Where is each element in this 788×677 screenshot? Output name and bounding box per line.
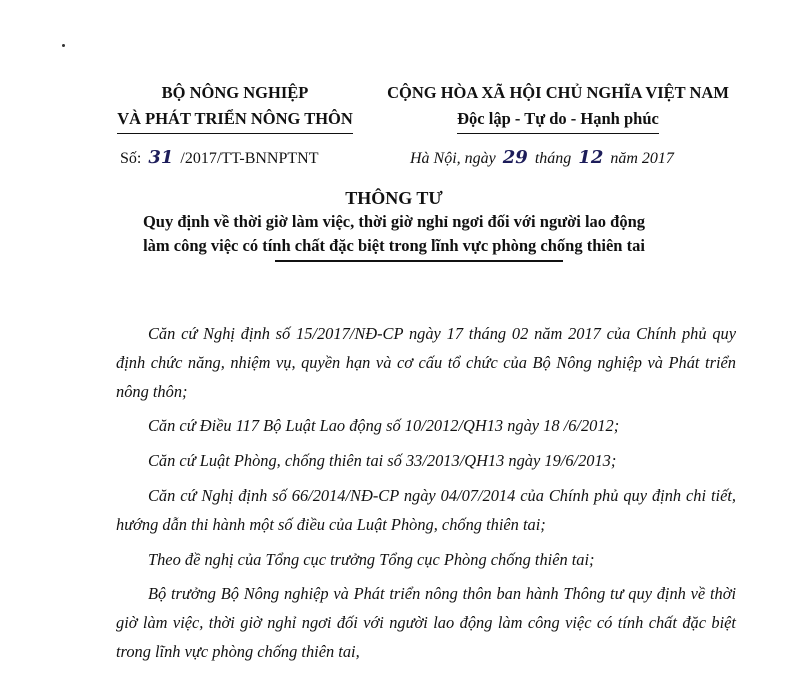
year-label: năm 2017 bbox=[610, 150, 674, 167]
document-subtitle bbox=[60, 210, 728, 258]
subtitle-underline bbox=[275, 260, 563, 262]
document-number-suffix: /2017/TT-BNNPTNT bbox=[180, 150, 319, 167]
place-and-date bbox=[410, 147, 674, 170]
paragraph-5: Theo đề nghị của Tổng cục trưởng Tổng cục Phòng chống thiên tai; bbox=[148, 549, 595, 569]
ministry-line-1: BỘ NÔNG NGHIỆP bbox=[161, 83, 309, 102]
paragraph-1: Căn cứ Nghị định số 15/2017/NĐ-CP ngày 17 tháng 02 năm 2017 của Chính phủ quy định chức năng, nhiệm vụ, quyền hạn và cơ cấu tổ chức của Bộ Nông nghiệp và Phát triển nông thôn; bbox=[116, 324, 736, 401]
paragraph-2: Căn cứ Điều 117 Bộ Luật Lao động số 10/2012/QH13 ngày 18 /6/2012; bbox=[148, 416, 620, 436]
ministry-line-2: VÀ PHÁT TRIỂN NÔNG THÔN bbox=[117, 106, 353, 134]
paragraph-4: Căn cứ Nghị định số 66/2014/NĐ-CP ngày 04/07/2014 của Chính phủ quy định chi tiết, hướng dẫn thi hành một số điều của Luật Phòng, chống thiên tai; bbox=[116, 485, 736, 534]
subtitle-line-1: Quy định về thời giờ làm việc, thời giờ nghỉ ngơi đối với người lao động bbox=[142, 212, 646, 231]
ministry-header bbox=[100, 80, 370, 134]
speck-mark bbox=[62, 44, 65, 47]
document-number-prefix: Số: bbox=[120, 150, 142, 167]
paragraph-6: Bộ trưởng Bộ Nông nghiệp và Phát triển nông thôn ban hành Thông tư quy định về thời giờ làm việc, thời giờ nghỉ ngơi đối với người lao động làm công việc có tính chất đặc biệt trong lĩnh vực phòng chống thiên tai, bbox=[116, 584, 736, 661]
place-date-prefix: Hà Nội, ngày bbox=[410, 150, 496, 167]
republic-name: CỘNG HÒA XÃ HỘI CHỦ NGHĨA VIỆT NAM bbox=[387, 83, 729, 102]
month-label: tháng bbox=[534, 150, 572, 167]
document-title: THÔNG TƯ bbox=[345, 188, 443, 208]
subtitle-line-2: làm công việc có tính chất đặc biệt trong lĩnh vực phòng chống thiên tai bbox=[143, 236, 645, 255]
document-body bbox=[116, 320, 736, 673]
document-number bbox=[120, 147, 318, 170]
paragraph-3: Căn cứ Luật Phòng, chống thiên tai số 33/2013/QH13 ngày 19/6/2013; bbox=[148, 451, 617, 471]
national-header bbox=[368, 80, 748, 134]
national-motto: Độc lập - Tự do - Hạnh phúc bbox=[457, 106, 659, 134]
handwritten-day: 29 bbox=[502, 147, 528, 168]
handwritten-month: 12 bbox=[578, 147, 604, 168]
handwritten-number: 31 bbox=[148, 147, 174, 168]
